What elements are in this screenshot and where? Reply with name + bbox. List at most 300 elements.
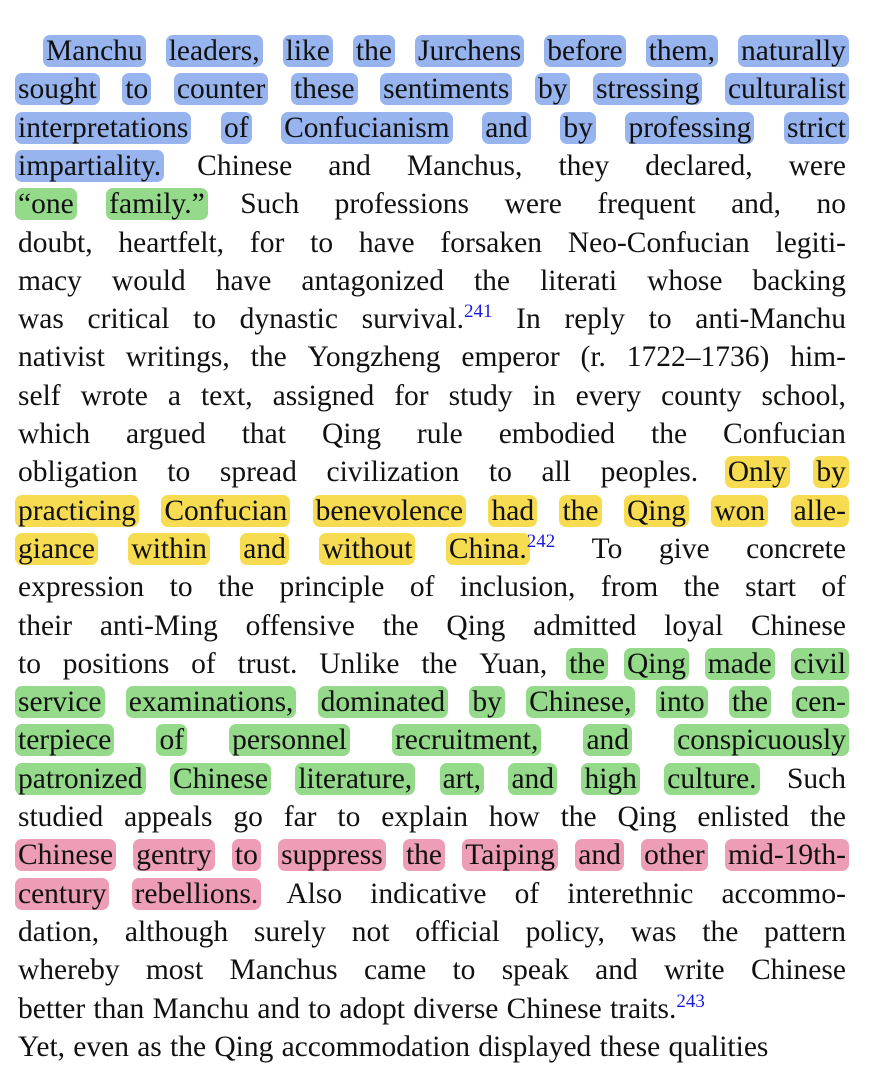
text-word: concrete [746, 532, 846, 565]
text-word: emperor [461, 341, 560, 374]
word-group [567, 876, 693, 912]
text-word: far [283, 801, 317, 833]
word-group [529, 684, 631, 720]
word-group [446, 608, 505, 644]
word-group [18, 722, 111, 758]
word-group [383, 608, 419, 644]
text-word: critical [87, 303, 170, 336]
highlighted-word-blue: professing [625, 112, 754, 144]
word-group [569, 646, 605, 682]
word-group [124, 799, 212, 835]
word-group [18, 416, 90, 452]
highlighted-word-blue: Jurchens [415, 35, 524, 67]
word-group [461, 339, 559, 375]
word-group [131, 531, 206, 567]
text-word: to [452, 954, 476, 987]
highlighted-word-green: and [583, 724, 632, 756]
text-word: traits. [609, 992, 677, 1025]
highlighted-word-yellow: benevolence [313, 495, 466, 527]
word-group [697, 799, 789, 835]
text-word: embodied [498, 418, 616, 450]
text-word: study [448, 379, 513, 412]
text-word: speak [501, 954, 569, 987]
word-group [284, 799, 317, 835]
text-word: principle [279, 571, 385, 604]
text-word: declared, [645, 149, 753, 182]
word-group [159, 722, 184, 758]
highlighted-word-pink: to [232, 839, 261, 871]
word-group [499, 416, 615, 452]
word-group [745, 569, 796, 605]
text-word: anti-Ming [99, 609, 218, 642]
highlighted-word-green: by [469, 686, 505, 718]
text-word: that [241, 418, 286, 450]
word-group [821, 569, 846, 605]
highlighted-word-blue: by [535, 73, 571, 105]
text-word: the [421, 647, 458, 680]
footnote-ref-link[interactable]: 241 [464, 301, 493, 323]
text-word: the [382, 609, 419, 642]
text-word: accommodation [281, 1030, 470, 1063]
word-group [170, 1029, 206, 1065]
word-group [413, 991, 498, 1027]
word-group [18, 186, 74, 222]
word-group [533, 608, 636, 644]
highlighted-word-pink: other [641, 839, 708, 871]
text-word: of [514, 877, 540, 910]
word-group [298, 761, 412, 797]
highlighted-word-green: recruitment, [392, 724, 541, 756]
text-word: explain [381, 801, 469, 833]
text-word: whose [647, 264, 723, 297]
text-word: to [648, 303, 672, 336]
text-word: not [351, 915, 390, 948]
text-word: which [18, 418, 91, 450]
word-group [485, 110, 528, 146]
highlighted-word-green: examinations, [126, 686, 297, 718]
text-word: frequent [597, 188, 696, 221]
text-word: they [558, 149, 610, 182]
highlighted-word-green: and [508, 763, 557, 795]
word-group [170, 569, 193, 605]
word-group [286, 876, 342, 912]
text-word: self [18, 379, 61, 412]
word-group [677, 722, 846, 758]
word-group [511, 761, 554, 797]
text-word: Such [786, 762, 846, 795]
text-line [18, 263, 846, 299]
word-group [18, 952, 120, 988]
word-group [218, 569, 254, 605]
text-line [18, 186, 846, 222]
word-group [18, 110, 188, 146]
word-group [232, 722, 347, 758]
word-group [370, 876, 486, 912]
word-group [664, 952, 725, 988]
word-group [18, 454, 138, 490]
text-word: In [516, 303, 541, 336]
word-group [243, 531, 286, 567]
text-line [46, 33, 846, 69]
highlighted-word-green: literature, [295, 763, 415, 795]
highlighted-word-blue: sought [15, 73, 100, 105]
text-word: Chinese [750, 609, 846, 642]
text-word: to [18, 647, 41, 680]
text-word: the [250, 341, 287, 374]
word-group [240, 301, 338, 337]
word-group [308, 991, 331, 1027]
word-group [753, 263, 846, 299]
word-group [233, 799, 263, 835]
text-word: reply [564, 303, 626, 336]
text-word: than [93, 992, 145, 1025]
text-word: and [328, 149, 371, 182]
word-group [558, 148, 609, 184]
word-group [597, 186, 695, 222]
text-word: loyal [664, 609, 724, 642]
text-word: no [816, 188, 846, 221]
text-word: for [249, 226, 285, 259]
highlighted-word-blue: stressing [593, 73, 702, 105]
text-word: Qing [446, 609, 506, 642]
word-group [281, 837, 383, 873]
word-group [789, 148, 846, 184]
word-group [88, 301, 170, 337]
word-group [322, 531, 412, 567]
word-group [335, 186, 469, 222]
word-group [250, 225, 284, 261]
word-group [489, 454, 512, 490]
text-word: start [745, 571, 796, 604]
text-line [18, 301, 846, 337]
word-group [18, 684, 102, 720]
word-group [238, 646, 298, 682]
word-group [319, 646, 399, 682]
highlighted-word-yellow: won [711, 495, 768, 527]
word-group [561, 799, 597, 835]
highlighted-word-blue: of [221, 112, 252, 144]
highlighted-word-pink: and [575, 839, 624, 871]
highlighted-word-green: patronized [15, 763, 146, 795]
word-group [723, 416, 846, 452]
text-word: offensive [245, 609, 355, 642]
text-word: argued [126, 418, 206, 450]
text-word: forsaken [440, 226, 542, 259]
word-group [584, 761, 636, 797]
footnote-ref-link[interactable]: 242 [526, 531, 556, 553]
text-word: would [111, 264, 186, 297]
highlighted-word-blue: culturalist [725, 73, 849, 105]
word-group [702, 914, 738, 950]
word-group [751, 952, 846, 988]
word-group [18, 531, 95, 567]
text-word: Chinese [506, 992, 602, 1025]
highlighted-word-green: Chinese [170, 763, 271, 795]
word-group [230, 952, 338, 988]
word-group [538, 71, 568, 107]
word-group [383, 71, 509, 107]
word-group [356, 33, 392, 69]
word-group [177, 71, 265, 107]
word-group [731, 186, 781, 222]
text-word: the [560, 801, 597, 833]
highlighted-word-blue: leaders, [166, 35, 263, 67]
highlighted-word-green: into [656, 686, 708, 718]
word-group [137, 1029, 162, 1065]
highlighted-word-yellow: Qing [624, 495, 689, 527]
text-word: to [308, 992, 332, 1025]
highlighted-word-blue: and [482, 112, 531, 144]
text-line [18, 531, 846, 567]
highlighted-word-pink: Chinese [15, 839, 116, 871]
text-word: studied [18, 801, 104, 833]
word-group [328, 148, 371, 184]
word-group [321, 684, 446, 720]
word-group [816, 454, 846, 490]
word-group [129, 684, 294, 720]
word-group [507, 991, 602, 1027]
word-group [257, 991, 300, 1027]
word-group [125, 71, 148, 107]
text-word: macy [18, 264, 82, 297]
highlighted-word-yellow: had [488, 495, 537, 527]
word-group [732, 684, 768, 720]
word-group [540, 263, 617, 299]
text-word: text, [200, 379, 253, 412]
text-word: legiti- [775, 226, 846, 259]
word-group [73, 1029, 129, 1065]
word-group [152, 991, 249, 1027]
word-group [417, 416, 463, 452]
text-line [18, 761, 846, 797]
word-group [18, 301, 64, 337]
word-group [440, 225, 542, 261]
word-group [359, 225, 415, 261]
text-line [18, 876, 846, 912]
word-group [251, 339, 287, 375]
highlighted-word-pink: gentry [133, 839, 214, 871]
text-word: to [488, 456, 512, 489]
highlighted-word-blue: counter [174, 73, 268, 105]
word-group [564, 301, 625, 337]
word-group [460, 569, 576, 605]
word-group [410, 569, 435, 605]
text-word: how [488, 801, 540, 833]
word-group [817, 186, 847, 222]
text-word: Confucian [723, 418, 846, 450]
text-word: most [145, 954, 204, 987]
text-word: accommo- [721, 877, 846, 910]
highlighted-word-blue: the [353, 35, 395, 67]
word-group [576, 378, 642, 414]
text-line [18, 646, 846, 682]
highlighted-word-yellow: Confucian [161, 495, 290, 527]
word-group [795, 684, 846, 720]
word-group [452, 952, 475, 988]
highlighted-word-blue: Manchu [43, 35, 146, 67]
text-word: peoples. [600, 456, 699, 489]
text-word: Yuan, [479, 647, 548, 680]
word-group [93, 991, 144, 1027]
word-group [787, 761, 846, 797]
text-line [18, 110, 846, 146]
highlighted-word-blue: like [283, 35, 333, 67]
word-group [659, 531, 710, 567]
word-group [193, 301, 216, 337]
text-word: inclusion, [459, 571, 576, 604]
word-group [46, 33, 143, 69]
text-word: policy, [525, 915, 605, 948]
word-group [502, 952, 569, 988]
highlighted-word-green: of [156, 724, 187, 756]
word-group [254, 914, 326, 950]
text-word: their [18, 609, 73, 642]
text-line [18, 837, 846, 873]
text-line [18, 378, 846, 414]
word-group [280, 569, 385, 605]
text-word: admitted [533, 609, 637, 642]
text-line [18, 493, 846, 529]
word-group [664, 608, 723, 644]
word-group [100, 608, 218, 644]
word-group [533, 378, 556, 414]
text-word: obligation [18, 456, 138, 489]
text-word: dation, [18, 915, 100, 948]
footnote-ref-link[interactable]: 243 [676, 990, 705, 1012]
word-group [714, 493, 765, 529]
word-group [421, 646, 457, 682]
word-group [601, 454, 699, 490]
text-word: heartfelt, [118, 226, 225, 259]
word-group [617, 799, 676, 835]
text-line [18, 722, 846, 758]
highlighted-word-blue: before [544, 35, 625, 67]
word-group [362, 301, 493, 337]
text-word: the [170, 1030, 207, 1063]
word-group [18, 493, 136, 529]
word-group [18, 799, 103, 835]
word-group [216, 263, 272, 299]
word-group [310, 225, 333, 261]
text-word: him- [790, 341, 846, 374]
word-group [668, 1029, 768, 1065]
text-word: expression [18, 571, 145, 604]
highlighted-word-yellow: giance [15, 533, 98, 565]
word-group [112, 263, 186, 299]
text-word: doubt, [18, 226, 93, 259]
text-word: a [167, 379, 181, 412]
word-group [628, 110, 751, 146]
text-word: of [409, 571, 435, 604]
word-group [708, 646, 772, 682]
highlighted-word-green: terpiece [15, 724, 114, 756]
word-group [109, 186, 205, 222]
text-word: Qing [617, 801, 677, 833]
highlighted-word-yellow: alle- [791, 495, 849, 527]
word-group [751, 608, 846, 644]
word-group [610, 991, 705, 1027]
text-word: Qing [321, 418, 381, 450]
text-word: from [600, 571, 659, 604]
word-group [746, 531, 846, 567]
text-word: county [661, 379, 742, 412]
highlighted-word-yellow: the [559, 495, 601, 527]
text-word: the [809, 801, 846, 833]
highlighted-word-green: made [705, 648, 775, 680]
word-group [322, 416, 381, 452]
text-word: literati [540, 264, 618, 297]
text-word: qualities [668, 1030, 769, 1063]
text-word: antagonized [301, 264, 444, 297]
word-group [381, 799, 468, 835]
highlighted-word-yellow: within [128, 533, 209, 565]
word-group [284, 110, 450, 146]
word-group [568, 225, 750, 261]
highlighted-word-green: art, [440, 763, 485, 795]
word-group [516, 301, 541, 337]
text-word: official [415, 915, 500, 948]
highlighted-word-yellow: Only [725, 456, 790, 488]
text-word: spread [219, 456, 297, 489]
word-group [407, 148, 523, 184]
word-group [631, 914, 677, 950]
word-group [418, 33, 521, 69]
word-group [443, 761, 482, 797]
word-group [787, 110, 846, 146]
text-word: and [595, 954, 638, 987]
word-group [794, 493, 846, 529]
text-word: was [18, 303, 64, 336]
text-word: 1722–1736) [626, 341, 770, 374]
highlighted-word-pink: mid-19th- [725, 839, 849, 871]
word-group [316, 493, 463, 529]
highlighted-word-green: family.” [106, 188, 208, 220]
highlighted-word-blue: these [291, 73, 358, 105]
text-word: to [310, 226, 334, 259]
word-group [146, 952, 203, 988]
word-group [337, 799, 360, 835]
word-group [547, 33, 622, 69]
word-group [18, 569, 144, 605]
text-word: appeals [124, 801, 213, 833]
text-word: enlisted [697, 801, 790, 833]
word-group [728, 71, 846, 107]
text-line [18, 914, 846, 950]
text-word: (r. [580, 341, 606, 374]
word-group [136, 837, 211, 873]
word-group [18, 646, 41, 682]
text-word: professions [334, 188, 470, 221]
word-group [728, 454, 787, 490]
word-group [601, 569, 658, 605]
highlighted-word-blue: to [122, 73, 151, 105]
word-group [810, 799, 846, 835]
highlighted-word-green: culture. [664, 763, 759, 795]
text-line [18, 148, 846, 184]
highlighted-word-pink: the [403, 839, 445, 871]
text-word: to [167, 456, 191, 489]
text-word: indicative [370, 877, 487, 910]
highlighted-word-green: service [15, 686, 105, 718]
word-group [741, 33, 846, 69]
text-word: came [363, 954, 427, 987]
text-word: even [73, 1030, 129, 1063]
text-word: Unlike [319, 647, 400, 680]
text-word: wrote [80, 379, 148, 412]
word-group [235, 837, 258, 873]
text-word: all [541, 456, 571, 489]
word-group [627, 493, 686, 529]
